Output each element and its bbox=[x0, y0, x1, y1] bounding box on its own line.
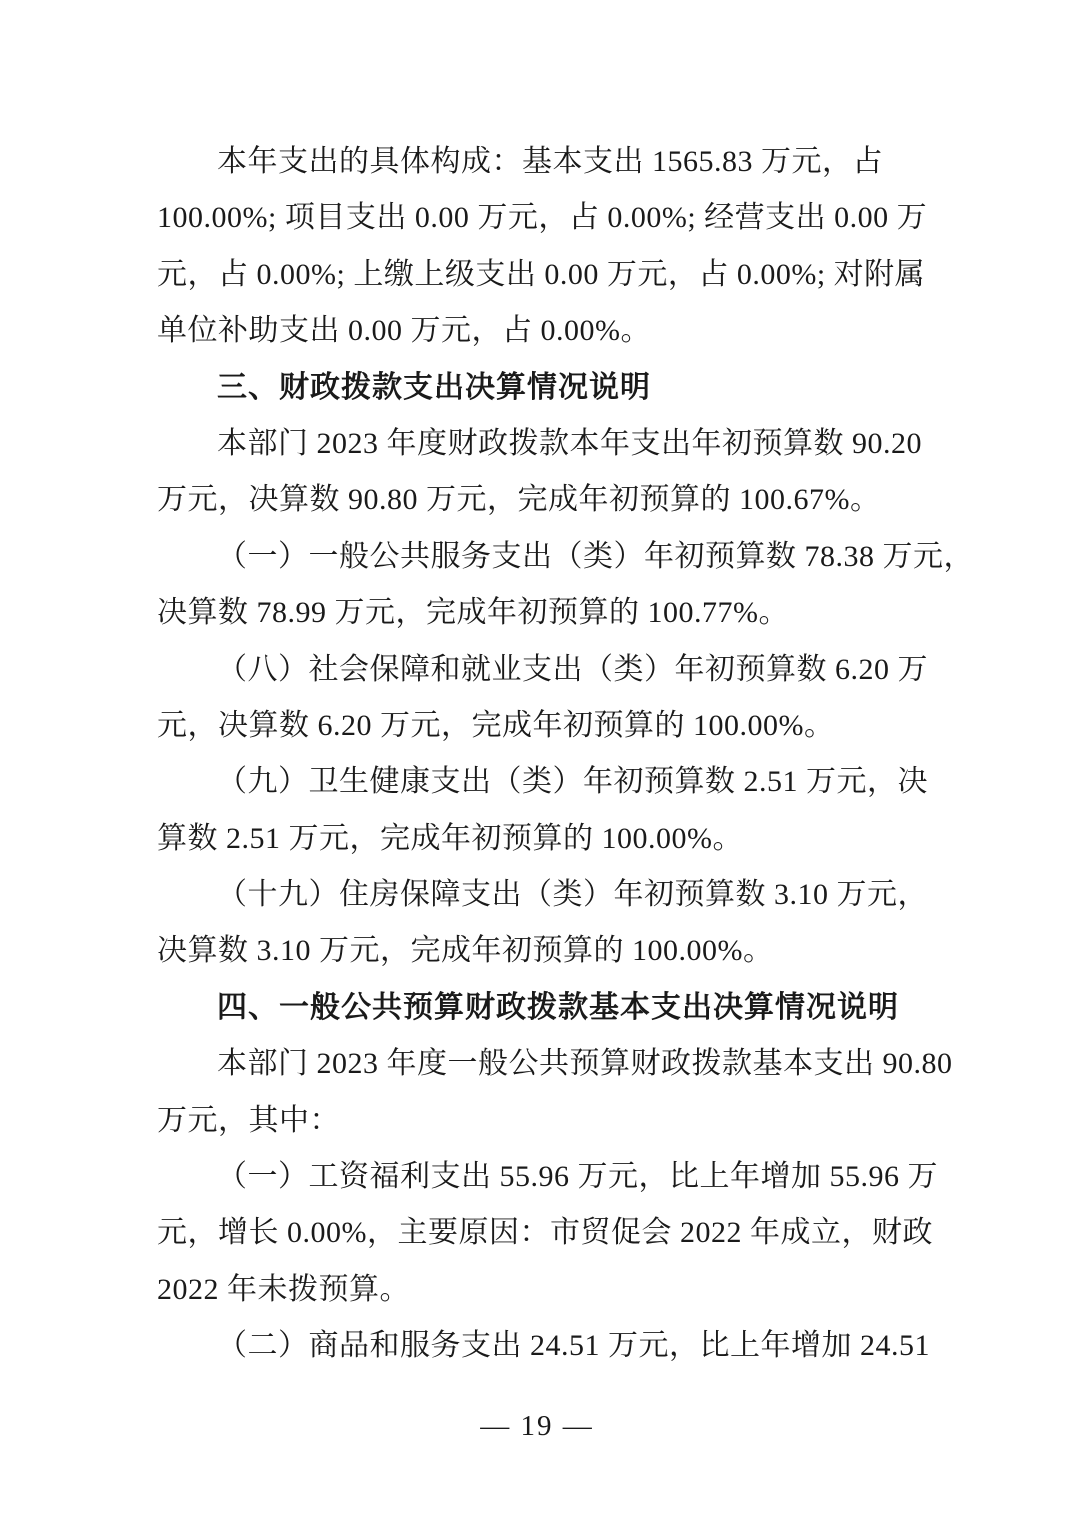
paragraph-line: 元，决算数 6.20 万元，完成年初预算的 100.00%。 bbox=[157, 708, 835, 742]
paragraph-line: 万元，其中： bbox=[157, 1103, 340, 1137]
paragraph-line: 决算数 78.99 万元，完成年初预算的 100.77%。 bbox=[157, 596, 789, 630]
page-number: — 19 — bbox=[480, 1410, 594, 1442]
paragraph-line: 本年支出的具体构成：基本支出 1565.83 万元，占 bbox=[217, 145, 883, 178]
paragraph-line: 决算数 3.10 万元，完成年初预算的 100.00%。 bbox=[157, 934, 774, 968]
document-page bbox=[157, 134, 974, 1375]
page-footer bbox=[0, 1408, 1074, 1444]
paragraph-line: 单位补助支出 0.00 万元，占 0.00%。 bbox=[157, 314, 651, 348]
paragraph-line: 本部门 2023 年度一般公共预算财政拨款基本支出 90.80 bbox=[217, 1047, 953, 1081]
paragraph-line: （十九）住房保障支出（类）年初预算数 3.10 万元， bbox=[217, 878, 928, 912]
paragraph-line: 2022 年未拨预算。 bbox=[157, 1272, 410, 1306]
paragraph-line: （九）卫生健康支出（类）年初预算数 2.51 万元，决 bbox=[217, 765, 928, 799]
section-heading-4: 四、一般公共预算财政拨款基本支出决算情况说明 bbox=[217, 990, 899, 1024]
paragraph-line: 算数 2.51 万元，完成年初预算的 100.00%。 bbox=[157, 821, 743, 855]
paragraph-line: 100.00%; 项目支出 0.00 万元，占 0.00%; 经营支出 0.00 万 bbox=[157, 201, 928, 235]
paragraph-line: （二）商品和服务支出 24.51 万元，比上年增加 24.51 bbox=[217, 1329, 930, 1363]
paragraph-line: 元，占 0.00%; 上缴上级支出 0.00 万元，占 0.00%; 对附属 bbox=[157, 257, 926, 291]
paragraph-line: 元，增长 0.00%，主要原因：市贸促会 2022 年成立，财政 bbox=[157, 1216, 933, 1250]
paragraph-line: 万元，决算数 90.80 万元，完成年初预算的 100.67%。 bbox=[157, 483, 881, 517]
paragraph-line: 本部门 2023 年度财政拨款本年支出年初预算数 90.20 bbox=[217, 426, 922, 460]
section-heading-3: 三、财政拨款支出决算情况说明 bbox=[217, 370, 651, 404]
paragraph-line: （一）工资福利支出 55.96 万元，比上年增加 55.96 万 bbox=[217, 1160, 938, 1194]
paragraph-line: （八）社会保障和就业支出（类）年初预算数 6.20 万 bbox=[217, 652, 928, 686]
paragraph-line: （一）一般公共服务支出（类）年初预算数 78.38 万元， bbox=[217, 539, 974, 573]
